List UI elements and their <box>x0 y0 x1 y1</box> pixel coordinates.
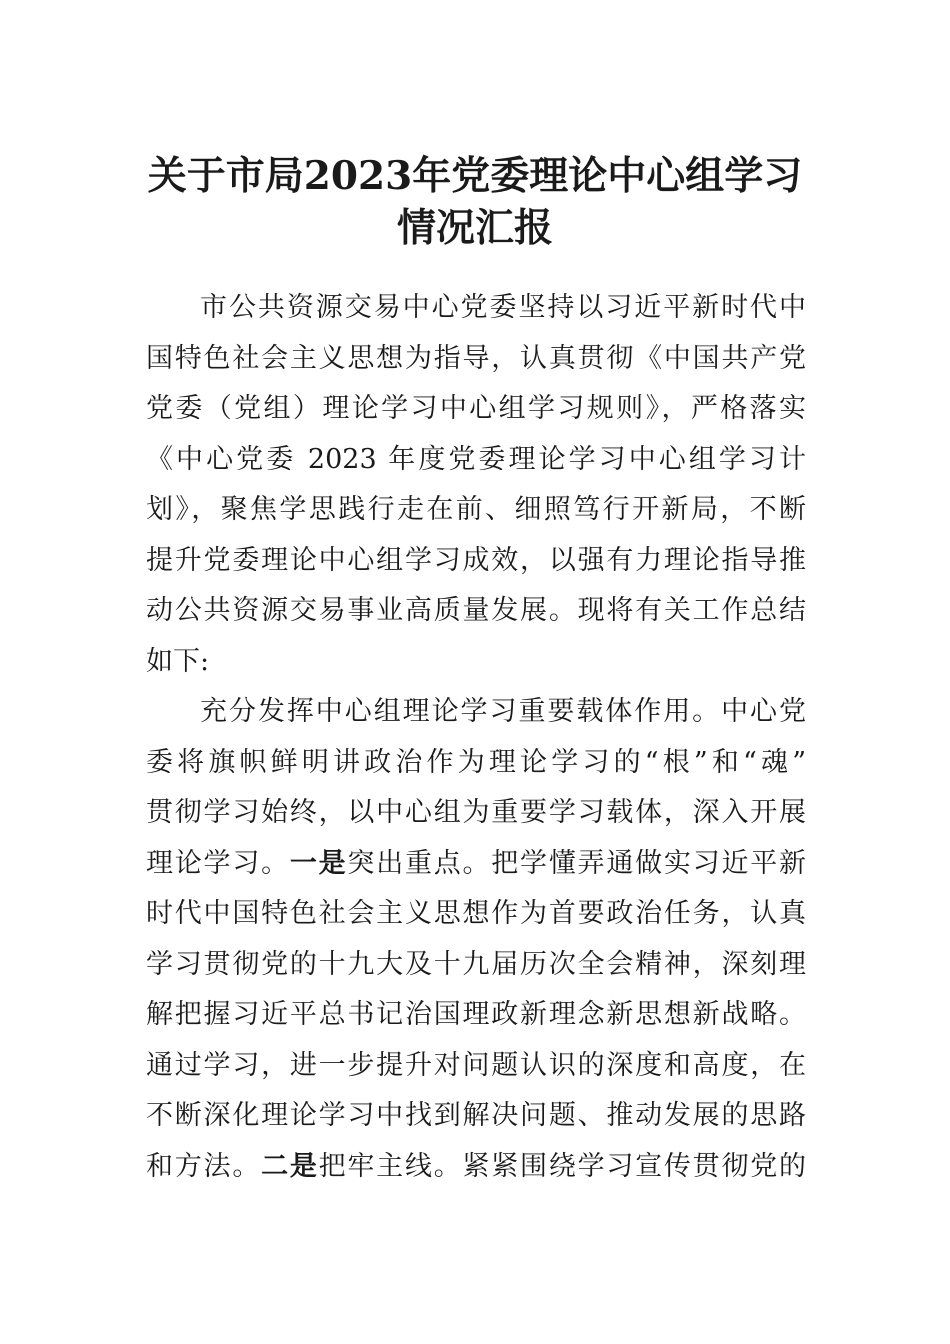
text-line: 学习贯彻党的十九大及十九届历次全会精神，深刻理 <box>146 948 806 980</box>
text-segment: 理论学习。 <box>146 847 290 879</box>
bold-marker-second: 二是 <box>261 1150 319 1182</box>
text-line: 贯彻学习始终，以中心组为重要学习载体，深入开展 <box>146 797 806 828</box>
text-line: 充分发挥中心组理论学习重要载体作用。中心党 <box>200 696 806 727</box>
text-segment: 突出重点。把学懂弄通做实习近平新 <box>347 847 806 879</box>
text-line: 国特色社会主义思想为指导，认真贯彻《中国共产党 <box>146 342 806 374</box>
title-line-2: 情况汇报 <box>396 205 553 251</box>
text-line: 提升党委理论中心组学习成效，以强有力理论指导推 <box>146 544 806 576</box>
document-body <box>146 283 806 1192</box>
text-line: 动公共资源交易事业高质量发展。现将有关工作总结 <box>146 595 806 626</box>
text-line: 市公共资源交易中心党委坚持以习近平新时代中 <box>200 292 806 323</box>
text-line: 委将旗帜鲜明讲政治作为理论学习的“根”和“魂” <box>146 746 806 778</box>
text-segment: 把牢主线。紧紧围绕学习宣传贯彻党的 <box>318 1150 806 1182</box>
text-line <box>146 1142 806 1193</box>
text-segment: 和方法。 <box>146 1150 262 1182</box>
text-line <box>146 839 806 890</box>
paragraph-intro <box>146 283 806 687</box>
text-line: 时代中国特色社会主义思想作为首要政治任务，认真 <box>146 898 806 929</box>
text-line: 党委（党组）理论学习中心组学习规则》，严格落实 <box>146 393 806 424</box>
text-line: 《中心党委 2023 年度党委理论学习中心组学习计 <box>146 443 806 475</box>
text-line: 如下: <box>146 645 210 677</box>
document-title <box>120 150 830 254</box>
bold-marker-first: 一是 <box>289 847 348 879</box>
text-line: 不断深化理论学习中找到解决问题、推动发展的思路 <box>146 1100 806 1131</box>
text-line: 划》，聚焦学思践行走在前、细照笃行开新局，不断 <box>146 494 806 525</box>
title-line-1: 关于市局2023年党委理论中心组学习 <box>147 153 803 199</box>
text-line: 通过学习，进一步提升对问题认识的深度和高度，在 <box>146 1049 806 1081</box>
text-line: 解把握习近平总书记治国理政新理念新思想新战略。 <box>146 999 806 1030</box>
paragraph-study-carrier <box>146 687 806 1192</box>
